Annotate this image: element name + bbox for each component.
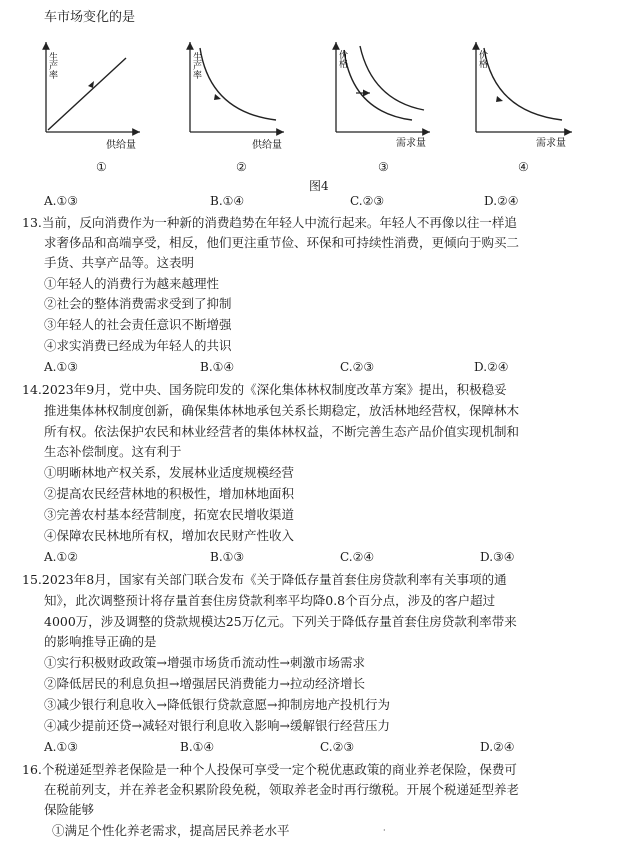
q13-choice-3: ③年轻人的社会责任意识不断增强 [44,317,232,332]
graph-1-number: ① [96,160,107,174]
q16-stem-line-1: 16.个税递延型养老保险是一种个人投保可享受一定个税优惠政策的商业养老保险，保费可 [22,762,517,777]
q15-option-a[interactable]: A.①③ [44,740,78,754]
q15-choice-3: ③减少银行利息收入→降低银行贷款意愿→抑制房地产投机行为 [44,697,390,712]
q13-choice-2: ②社会的整体消费需求受到了抑制 [44,296,232,311]
graph-4-ylabel: 价格 [477,50,487,68]
q14-choice-2: ②提高农民经营林地的积极性，增加林地面积 [44,486,295,501]
graph-1 [46,42,140,151]
q16-stem-line-3: 保险能够 [44,802,95,817]
q14-option-a[interactable]: A.①② [44,550,78,564]
graph-1-arrow [88,81,94,88]
graph-1-xlabel: 供给量 [106,140,136,151]
graph-3-ylabel: 价格 [337,50,347,68]
graph-2-xlabel: 供给量 [252,140,282,151]
q15-stem-line-2: 知》，此次调整预计将存量首套住房贷款利率平均降0.8个百分点，涉及的客户超过 [44,593,496,608]
graph-3-xlabel: 需求量 [396,138,426,149]
graph-2-ylabel: 生产率 [191,52,201,79]
graph-2-curve [200,48,276,120]
q15-choice-4: ④减少提前还贷→减轻对银行利息收入影响→缓解银行经营压力 [44,718,390,733]
q14-option-b[interactable]: B.①③ [210,550,245,564]
graph-1-line [48,58,126,130]
q13-choice-4: ④求实消费已经成为年轻人的共识 [44,338,232,353]
q15-stem-line-3: 4000万，涉及调整的贷款规模达25万亿元。下列关于降低存量首套住房贷款利率带来 [44,614,517,629]
q15-options [44,740,604,756]
q15-choice-2: ②降低居民的利息负担→增强居民消费能力→拉动经济增长 [44,676,365,691]
q16-choice-1: ①满足个性化养老需求，提高居民养老水平 [52,823,290,838]
q16-stem-line-2: 在税前列支，并在养老金积累阶段免税，领取养老金时再行缴税。开展个税递延型养老 [44,782,520,797]
q14-choice-1: ①明晰林地产权关系，发展林业适度规模经营 [44,465,295,480]
graph-4-curve [484,48,562,120]
q12-option-b[interactable]: B.①④ [210,194,245,208]
graph-4-xlabel: 需求量 [536,138,566,149]
q13-options [44,360,604,376]
graph-3-number: ③ [378,160,389,174]
q13-option-c[interactable]: C.②③ [340,360,375,374]
q14-options [44,550,604,566]
q15-option-c[interactable]: C.②③ [320,740,355,754]
q14-stem-line-1: 14.2023年9月，党中央、国务院印发的《深化集体林权制度改革方案》提出，积极稳妥 [22,382,507,397]
q13-choice-1: ①年轻人的消费行为越来越理性 [44,276,220,291]
q14-stem-line-4: 生态补偿制度。这有利于 [44,444,182,459]
graph-4 [476,42,572,149]
page-mark: · [383,826,386,835]
graph-2-arrow [214,94,221,100]
q12-option-d[interactable]: D.②④ [484,194,519,208]
q13-stem-line-1: 13.当前，反向消费作为一种新的消费趋势在年轻人中流行起来。年轻人不再像以往一样追 [22,215,517,230]
q14-option-d[interactable]: D.③④ [480,550,515,564]
q14-choice-4: ④保障农民林地所有权，增加农民财产性收入 [44,528,295,543]
q15-stem-line-1: 15.2023年8月，国家有关部门联合发布《关于降低存量首套住房贷款利率有关事项的通 [22,572,507,587]
graph-3-curve-right [360,46,424,110]
graph-2-number: ② [236,160,247,174]
q15-option-b[interactable]: B.①④ [180,740,215,754]
q12-option-c[interactable]: C.②③ [350,194,385,208]
q13-option-d[interactable]: D.②④ [474,360,509,374]
q12-option-a[interactable]: A.①③ [44,194,78,208]
q15-option-d[interactable]: D.②④ [480,740,515,754]
q14-option-c[interactable]: C.②④ [340,550,375,564]
q13-stem-line-3: 手货、共享产品等。这表明 [44,255,195,270]
question-intro: 车市场变化的是 [44,10,136,25]
q12-options [44,194,604,210]
q15-stem-line-4: 的影响推导正确的是 [44,634,157,649]
q13-stem-line-2: 求奢侈品和高端享受，相反，他们更注重节俭、环保和可持续性消费，更倾向于购买二 [44,235,520,250]
q13-option-a[interactable]: A.①③ [44,360,78,374]
graph-2 [190,42,284,151]
graph-3 [336,42,430,149]
graph-4-arrow [496,96,503,102]
q13-option-b[interactable]: B.①④ [200,360,235,374]
figure-label: 图4 [309,179,329,193]
q15-choice-1: ①实行积极财政政策→增强市场货币流动性→刺激市场需求 [44,655,365,670]
q14-choice-3: ③完善农村基本经营制度，拓宽农民增收渠道 [44,507,295,522]
graph-1-ylabel: 生产率 [47,52,57,79]
graph-4-number: ④ [518,160,529,174]
q14-stem-line-2: 推进集体林权制度创新，确保集体林地承包关系长期稳定，放活林地经营权，保障林木 [44,403,520,418]
q14-stem-line-3: 所有权。依法保护农民和林业经营者的集体林权益，不断完善生态产品价值实现机制和 [44,424,520,439]
